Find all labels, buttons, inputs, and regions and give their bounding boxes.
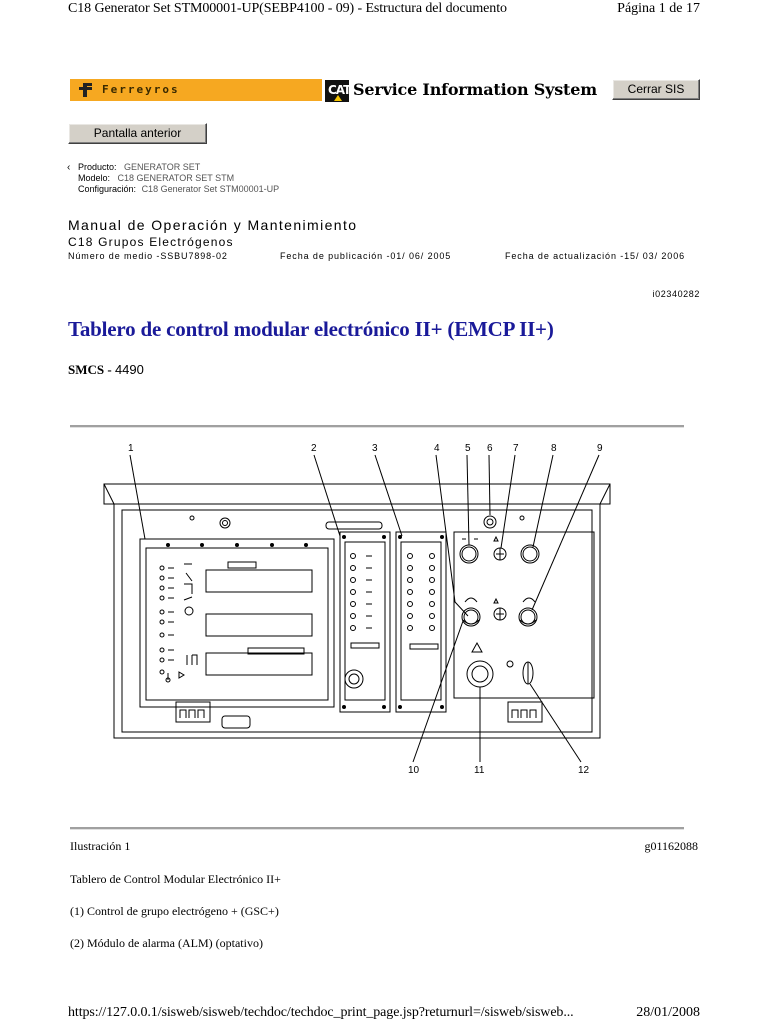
cat-triangle-icon <box>334 95 342 101</box>
callout-11: 11 <box>474 765 485 776</box>
product-value: GENERATOR SET <box>124 162 201 172</box>
product-info <box>68 162 279 195</box>
smcs-value: 4490 <box>114 362 144 377</box>
callout-8: 8 <box>551 443 557 454</box>
ferreyros-logo-icon <box>78 82 94 98</box>
callout-6: 6 <box>487 443 493 454</box>
media-number: Número de medio -SSBU7898-02 <box>68 251 228 261</box>
sis-banner <box>68 77 700 104</box>
list-item: (2) Módulo de alarma (ALM) (optativo) <box>70 936 263 950</box>
dealer-logo <box>70 79 322 101</box>
document-id: i02340282 <box>652 289 700 299</box>
print-header-page-number: Página 1 de 17 <box>617 1 700 16</box>
callout-2: 2 <box>311 443 317 454</box>
list-item: (1) Control de grupo electrógeno + (GSC+) <box>70 904 279 918</box>
smcs-label: SMCS - <box>68 362 112 377</box>
cat-logo <box>325 80 349 102</box>
callout-4: 4 <box>434 443 440 454</box>
configuration-label: Configuración: <box>78 184 137 194</box>
system-title: Service Information System <box>353 80 597 99</box>
emcp-panel-illustration <box>70 436 696 788</box>
back-arrow-icon[interactable]: ‹ <box>67 162 71 173</box>
print-header-title: C18 Generator Set STM00001-UP(SEBP4100 - 09) - Estructura del documento <box>68 1 507 16</box>
callout-1: 1 <box>128 443 134 454</box>
callout-7: 7 <box>513 443 519 454</box>
previous-screen-button[interactable]: Pantalla anterior <box>68 123 207 144</box>
print-footer-date: 28/01/2008 <box>636 1005 700 1020</box>
cat-logo-text: CAT <box>328 83 351 97</box>
close-sis-button[interactable]: Cerrar SIS <box>612 79 700 100</box>
product-label: Producto: <box>78 162 117 172</box>
document-title: Tablero de control modular electrónico II+ (EMCP II+) <box>68 317 554 341</box>
configuration-value: C18 Generator Set STM00001-UP <box>141 184 280 194</box>
callout-5: 5 <box>465 443 471 454</box>
callout-9: 9 <box>597 443 603 454</box>
callout-3: 3 <box>372 443 378 454</box>
callout-10: 10 <box>408 765 420 776</box>
update-date: Fecha de actualización -15/ 03/ 2006 <box>505 251 685 261</box>
illustration-label: Ilustración 1 <box>70 839 131 853</box>
manual-subtitle: C18 Grupos Electrógenos <box>68 235 234 249</box>
callout-12: 12 <box>578 765 590 776</box>
figure-caption: Tablero de Control Modular Electrónico II+ <box>70 872 281 886</box>
publication-date: Fecha de publicación -01/ 06/ 2005 <box>280 251 452 261</box>
print-footer-url: https://127.0.0.1/sisweb/sisweb/techdoc/techdoc_print_page.jsp?returnurl=/sisweb/sisweb... <box>68 1005 574 1020</box>
manual-title: Manual de Operación y Mantenimiento <box>68 217 358 233</box>
model-label: Modelo: <box>78 173 111 183</box>
dealer-name: Ferreyros <box>102 83 180 96</box>
smcs-code <box>68 362 144 378</box>
illustration-code: g01162088 <box>644 839 698 853</box>
model-value: C18 GENERATOR SET STM <box>117 173 235 183</box>
divider <box>70 827 684 830</box>
divider <box>70 425 684 428</box>
